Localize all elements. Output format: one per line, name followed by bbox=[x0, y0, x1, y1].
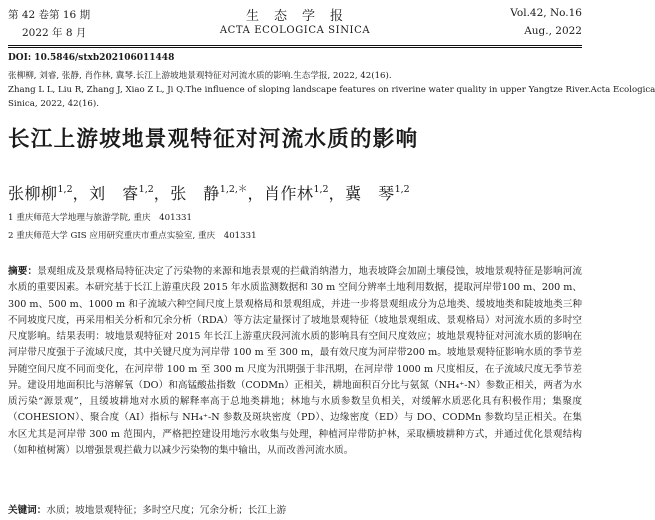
author-affiliation-marker: 1,2,＊ bbox=[219, 184, 248, 195]
abstract-line: （ED）与 DO、CODMn 参数均呈正相关。在集水区尤其是河岸带 300 m 范围内，严格把控建设用地污水收集与处理，种植河岸带 bbox=[8, 412, 582, 440]
volume-issue-en: Vol.42, No.16 bbox=[510, 7, 582, 19]
citation-cn: 张柳柳, 刘睿, 张静, 肖作林, 冀琴.长江上游坡地景观特征对河流水质的影响.生态学报, 2022, 42(16). bbox=[8, 71, 392, 81]
journal-name-en: ACTA ECOLOGICA SINICA bbox=[219, 25, 371, 36]
journal-header bbox=[0, 0, 590, 44]
keywords-text: 水质；坡地景观特征；多时空尺度；冗余分析；长江上游 bbox=[46, 505, 287, 516]
paper-title: 长江上游坡地景观特征对河流水质的影响 bbox=[8, 127, 419, 152]
abstract-line: 地景观特征对河流水质的影响在河岸带尺度强于子流域尺度，其中关键尺度为河岸带 100 m 至 300 m，最有效尺度为河岸带 bbox=[8, 331, 582, 359]
author-separator: ， bbox=[247, 184, 264, 203]
author-list bbox=[8, 181, 410, 204]
author-separator: ， bbox=[328, 184, 346, 203]
abstract-line: 带 1000 m 尺度相反，在子流域尺度无季节差异。建设用地面积比与溶解氧（DO）和高锰酸盐指数（CODMn）正相关，耕地面积百 bbox=[8, 363, 582, 391]
keywords-label: 关键词： bbox=[8, 505, 47, 516]
affiliation-2: 2 重庆师范大学 GIS 应用研究重庆市重点实验室, 重庆 401331 bbox=[8, 231, 257, 241]
abstract-line: 水质。 bbox=[324, 444, 354, 456]
abstract bbox=[8, 264, 582, 459]
author-name: 刘 睿 bbox=[89, 184, 139, 203]
volume-issue-cn: 第 42 卷第 16 期 bbox=[8, 9, 91, 21]
abstract-line: 影响河流水质的重要因素。本研究基于长江上游重庆段 2015 年水质监测数据和 30 m 空间分辨率土地利用数据，提取河岸带 bbox=[8, 266, 583, 294]
doi[interactable]: DOI: 10.5846/stxb202106011448 bbox=[8, 53, 175, 63]
abstract-line: 分比与氨氮（NH₄⁺-N）参数正相关，两者为水质污染“源景观”，且缓坡耕地对水质的解释率高于总地类耕地；林地与水质参数呈 bbox=[8, 379, 582, 407]
author-affiliation-marker: 1,2 bbox=[394, 184, 410, 195]
author-name: 张柳柳 bbox=[8, 184, 58, 203]
date-en: Aug., 2022 bbox=[524, 25, 582, 37]
citation-en-line-2: Sinica, 2022, 42(16). bbox=[8, 99, 99, 109]
abstract-line: 防护林，采取横坡耕种方式，并通过优化景观结构（如种植树篱）以增强景观拦截力以减少污染物的集中输出，从而改善河流 bbox=[8, 428, 582, 456]
date-cn: 2022 年 8 月 bbox=[22, 27, 87, 39]
header-rule-thick bbox=[8, 45, 582, 46]
abstract-line: 100 m、200 m、300 m、500 m、1000 m 和子流域六种空间尺度上景观格局和景观组成，并进一步将景观组成分为总地类、缓坡地类 bbox=[8, 282, 582, 310]
header-rule-thin bbox=[8, 47, 582, 48]
abstract-line: 和陡坡地类三种不同坡度尺度，再采用相关分析和冗余分析（RDA）等方法定量探讨了坡地景观特征（坡地景观组成、景观格 bbox=[8, 298, 582, 326]
author-name: 肖作林 bbox=[263, 184, 314, 203]
abstract-label: 摘要： bbox=[8, 266, 38, 277]
keywords bbox=[8, 502, 286, 516]
author-affiliation-marker: 1,2 bbox=[313, 184, 329, 195]
citation-en-line-1: Zhang L L, Liu R, Zhang J, Xiao Z L, Ji Q.The influence of sloping landscape features on riverine water quality in upper Yangtze River.Acta Ecologica bbox=[8, 85, 655, 95]
abstract-line: 200 m。坡地景观特征影响水质的季节差异随空间尺度不同而变化，在河岸带 100 m 至 300 m 尺度为汛期强于非汛期，在河岸 bbox=[8, 347, 582, 375]
author-separator: ， bbox=[153, 184, 171, 203]
journal-name-cn: 生 态 学 报 bbox=[245, 9, 344, 24]
abstract-line: 景观组成及景观格局特征决定了污染物的来源和地表景观的拦截消纳潜力，地表坡降会加剧土壤侵蚀，坡地景观特征是 bbox=[37, 266, 544, 277]
abstract-line: 局）对河流水质的多时空尺度影响。结果表明：坡地景观特征对 2015 年长江上游重庆段河流水质的影响具有空间尺度效应；坡 bbox=[8, 314, 583, 342]
author-name: 张 静 bbox=[170, 184, 220, 203]
affiliation-1: 1 重庆师范大学地理与旅游学院, 重庆 401331 bbox=[8, 213, 192, 223]
author-affiliation-marker: 1,2 bbox=[57, 184, 73, 195]
abstract-line: 负相关，对缓解水质恶化具有积极作用；集聚度（COHESION）、聚合度（AI）指标与 NH₄⁺-N 参数及斑块密度（PD）、边缘密度 bbox=[8, 396, 582, 424]
author-separator: ， bbox=[72, 184, 90, 203]
author-name: 冀 琴 bbox=[345, 184, 395, 203]
author-affiliation-marker: 1,2 bbox=[138, 184, 154, 195]
